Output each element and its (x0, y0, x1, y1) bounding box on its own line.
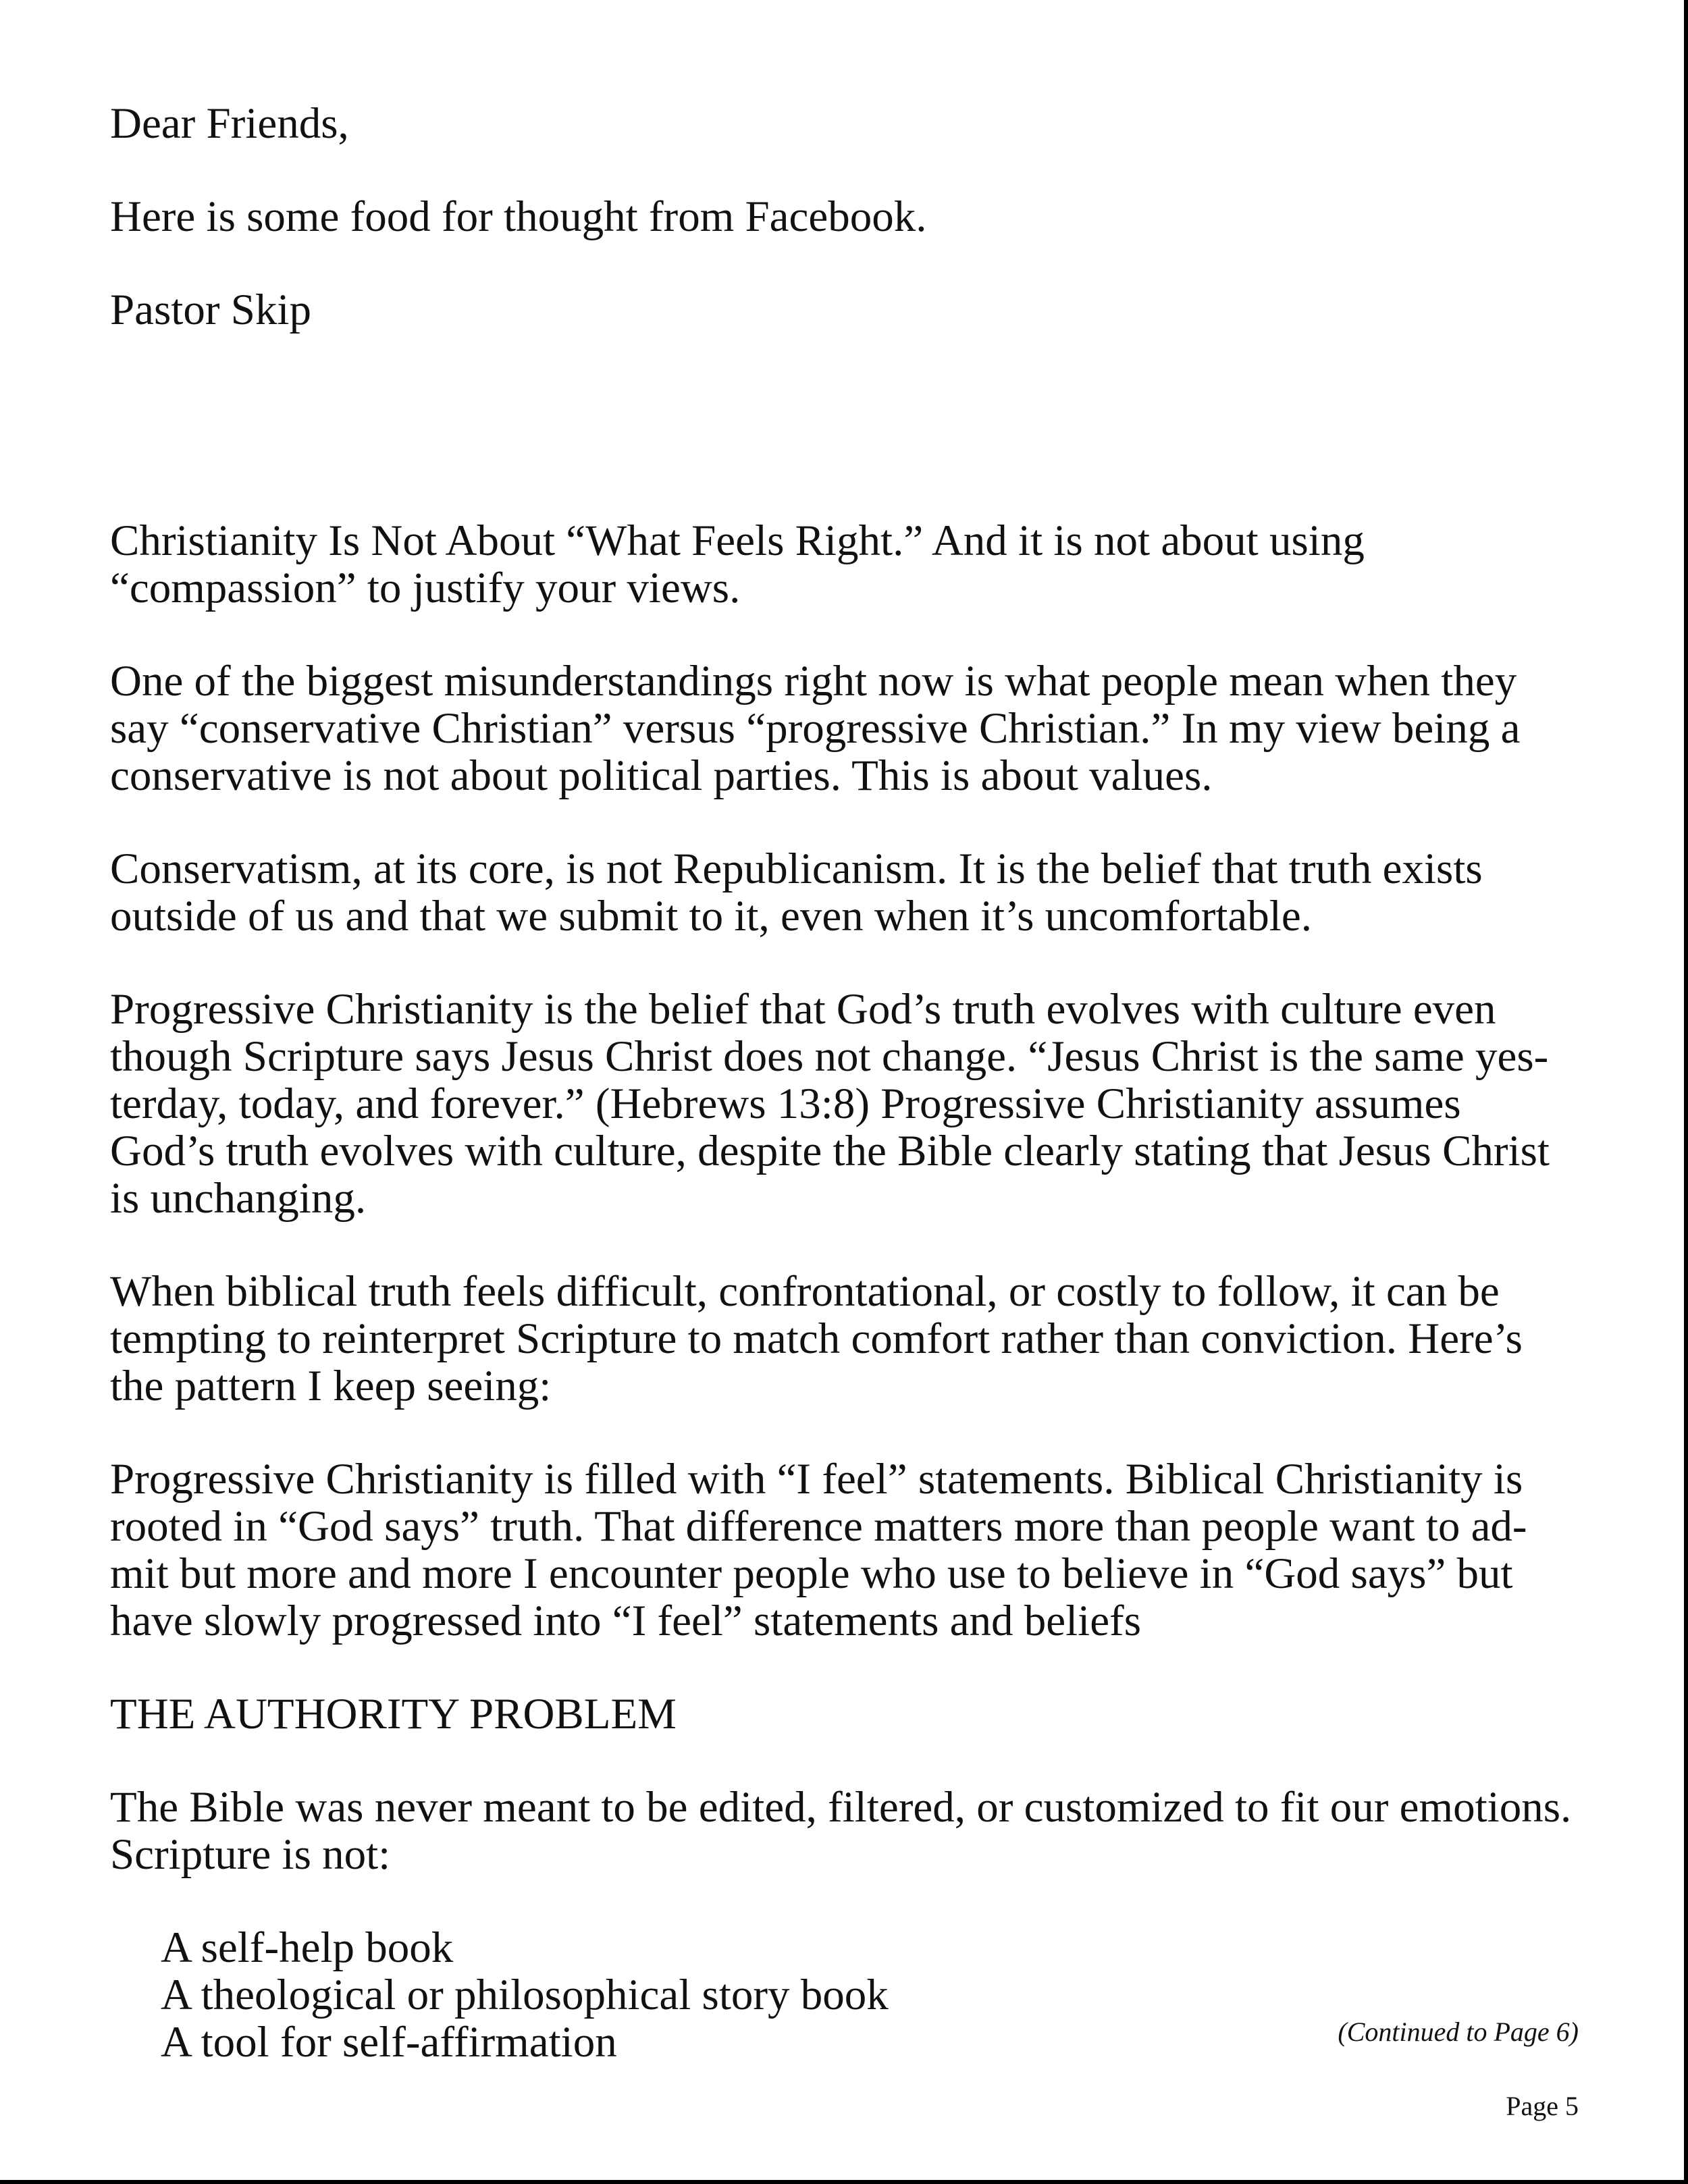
greeting-text: Dear Friends, (110, 99, 349, 148)
paragraph-1 (110, 658, 1589, 799)
section-heading-text: THE AUTHORITY PROBLEM (110, 1690, 677, 1738)
text-line: the pattern I keep seeing: (110, 1362, 552, 1410)
text-line: Conservatism, at its core, is not Republicanism. It is the belief that truth exists (110, 845, 1483, 893)
text-line: One of the biggest misunderstandings right now is what people mean when they (110, 657, 1517, 705)
text-line: outside of us and that we submit to it, even when it’s uncomfortable. (110, 892, 1312, 940)
signature (110, 286, 1589, 334)
paragraph-4 (110, 1268, 1589, 1410)
text-line: though Scripture says Jesus Christ does not change. “Jesus Christ is the same yes- (110, 1032, 1549, 1081)
text-line: rooted in “God says” truth. That difference matters more than people want to ad- (110, 1502, 1527, 1551)
paragraph-2 (110, 845, 1589, 940)
text-line: The Bible was never meant to be edited, filtered, or customized to fit our emotions. (110, 1783, 1572, 1832)
text-line: mit but more and more I encounter people who use to believe in “God says” but (110, 1549, 1513, 1598)
signature-text: Pastor Skip (110, 286, 311, 334)
text-line: When biblical truth feels difficult, confrontational, or costly to follow, it can be (110, 1267, 1500, 1316)
intro (110, 193, 1589, 240)
list-item: A theological or philosophical story book (161, 1971, 889, 2019)
heading-paragraph (110, 517, 1589, 612)
text-line: God’s truth evolves with culture, despite the Bible clearly stating that Jesus Christ (110, 1127, 1550, 1175)
paragraph-3 (110, 986, 1589, 1222)
continued-note: (Continued to Page 6) (1338, 2017, 1579, 2047)
text-line: is unchanging. (110, 1174, 367, 1223)
page-number: Page 5 (1506, 2091, 1579, 2121)
text-line: Scripture is not: (110, 1830, 391, 1879)
intro-text: Here is some food for thought from Facebook. (110, 192, 927, 241)
text-line: tempting to reinterpret Scripture to match comfort rather than conviction. Here’s (110, 1314, 1523, 1363)
list-item: A self-help book (161, 1923, 454, 1972)
text-line: say “conservative Christian” versus “progressive Christian.” In my view being a (110, 704, 1521, 753)
list-item: A tool for self-affirmation (161, 2018, 617, 2067)
text-line: Progressive Christianity is the belief that God’s truth evolves with culture even (110, 985, 1496, 1034)
text-line: have slowly progressed into “I feel” statements and beliefs (110, 1597, 1141, 1645)
section-heading (110, 1690, 1589, 1738)
paragraph-6 (110, 1784, 1589, 1878)
text-line: terday, today, and forever.” (Hebrews 13:8) Progressive Christianity assumes (110, 1080, 1461, 1128)
paragraph-5 (110, 1456, 1589, 1645)
text-line: conservative is not about political parties. This is about values. (110, 751, 1213, 800)
text-line: “compassion” to justify your views. (110, 564, 741, 612)
greeting (110, 100, 1589, 147)
text-line: Christianity Is Not About “What Feels Right.” And it is not about using (110, 516, 1365, 565)
text-line: Progressive Christianity is filled with “I feel” statements. Biblical Christianity is (110, 1455, 1523, 1503)
letter-body (110, 100, 1589, 2066)
